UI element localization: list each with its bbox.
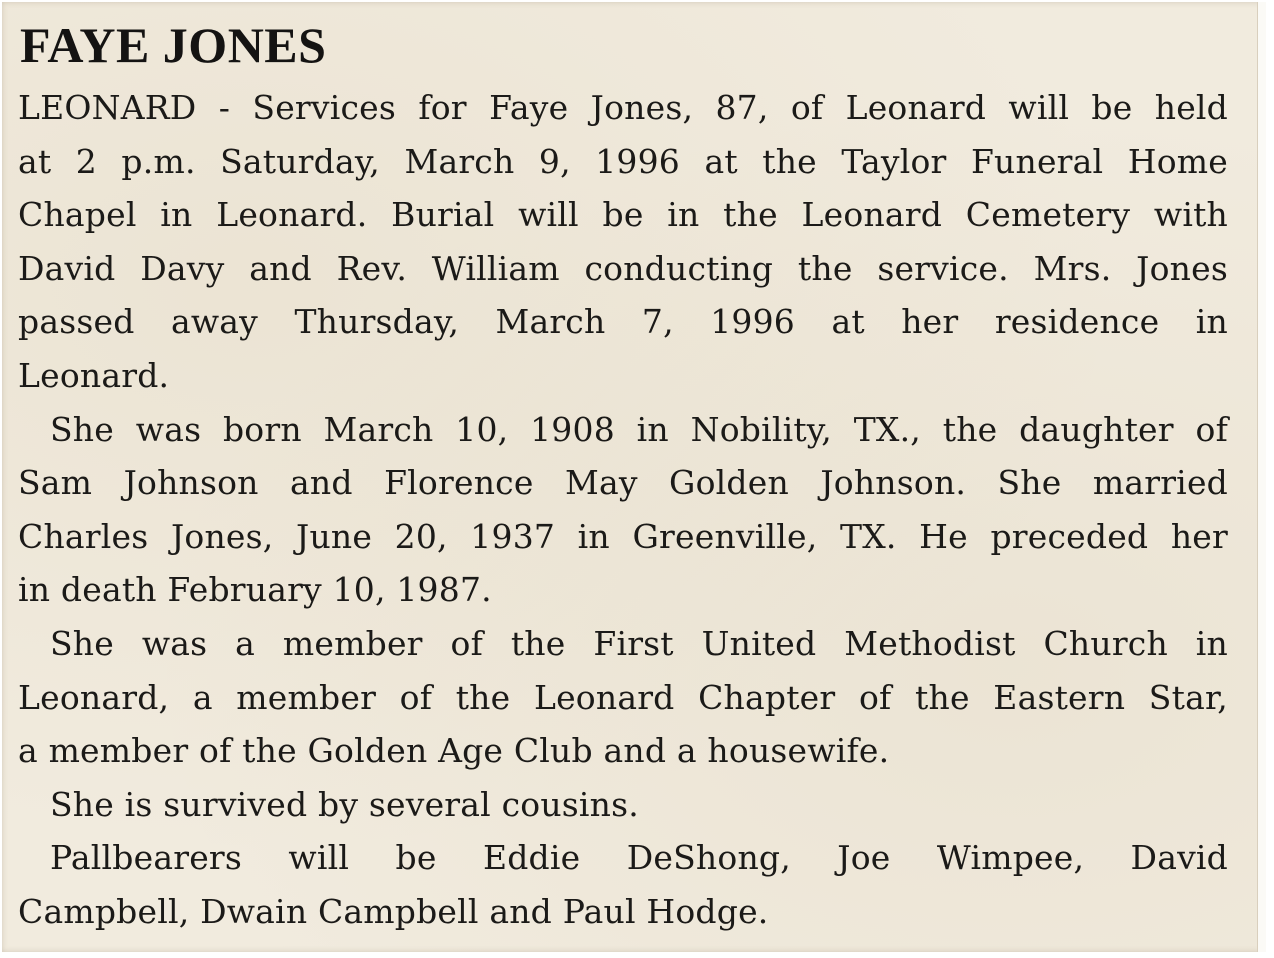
body-line: Chapel in Leonard. Burial will be in the Leonard Cemetery with [18,195,1228,235]
body-line: Charles Jones, June 20, 1937 in Greenville, TX. He preceded her [18,516,1228,556]
body-line: LEONARD - Services for Faye Jones, 87, of Leonard will be held [18,88,1228,127]
body-line: She is survived by several cousins. [50,784,639,824]
clipping-torn-edge [1257,2,1266,952]
body-line: She was a member of the First United Methodist Church in [50,623,1228,663]
body-line: a member of the Golden Age Club and a housewife. [18,731,890,771]
paragraph-biography [18,403,1228,617]
body-line: Campbell, Dwain Campbell and Paul Hodge. [18,891,769,931]
body-line: She was born March 10, 1908 in Nobility, TX., the daughter of [50,409,1228,449]
body-line: passed away Thursday, March 7, 1996 at her residence in [18,302,1228,342]
body-line: in death February 10, 1987. [18,570,492,610]
paragraph-pallbearers [18,831,1228,938]
newspaper-clipping [2,2,1266,952]
body-line: David Davy and Rev. William conducting the service. Mrs. Jones [18,248,1228,288]
obituary-headline: FAYE JONES [20,17,327,73]
obituary-body [18,81,1228,939]
body-line: at 2 p.m. Saturday, March 9, 1996 at the Taylor Funeral Home [18,141,1228,181]
paragraph-services [18,81,1228,403]
body-line: Leonard, a member of the Leonard Chapter of the Eastern Star, [18,677,1228,717]
body-line: Pallbearers will be Eddie DeShong, Joe Wimpee, David [50,838,1228,878]
body-line: Leonard. [18,355,170,395]
paragraph-survivors [18,778,1228,832]
paragraph-memberships [18,617,1228,778]
body-line: Sam Johnson and Florence May Golden Johnson. She married [18,463,1228,503]
